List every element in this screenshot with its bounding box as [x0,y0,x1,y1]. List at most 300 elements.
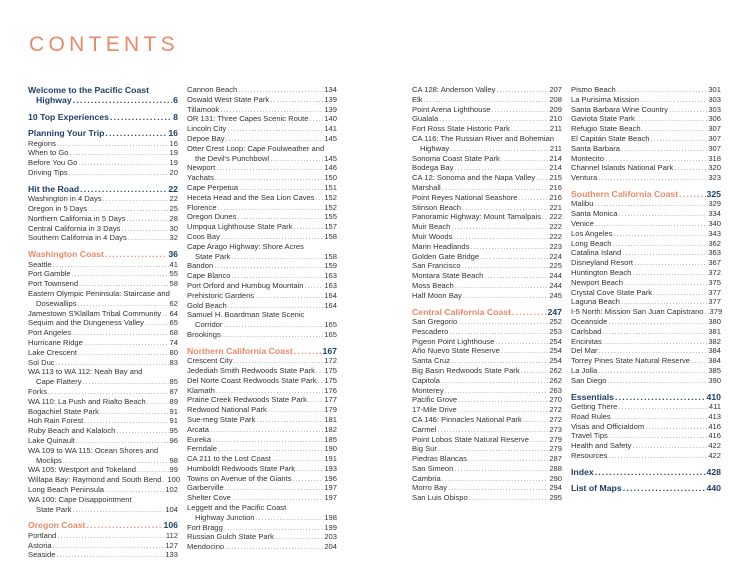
toc-entry-label: Prehistoric Gardens [187,290,255,300]
toc-entry[interactable] [412,212,562,222]
dot-leader [79,279,168,289]
toc-entry-label: Gold Beach [187,300,227,310]
toc-entry[interactable] [28,495,178,515]
toc-entry[interactable] [412,425,562,435]
toc-entry-label: CA 116: The Russian River and Bohemian [412,133,554,143]
toc-entry[interactable] [412,337,562,347]
toc-entry[interactable] [187,114,337,124]
toc-entry[interactable] [187,493,337,503]
toc-entry[interactable] [28,446,178,466]
toc-entry[interactable] [571,248,721,258]
toc-entry[interactable] [412,317,562,327]
toc-entry[interactable] [571,317,721,327]
toc-entry-label: Cape Flattery [36,377,82,387]
toc-entry-label: Golden Gate Bridge [412,251,480,261]
toc-entry[interactable] [571,173,721,183]
dot-leader [642,124,708,134]
toc-entry[interactable] [187,134,337,144]
toc-page-number: 175 [324,365,337,375]
toc-entry[interactable] [187,144,337,164]
toc-entry[interactable] [412,252,562,262]
toc-entry[interactable] [571,199,721,209]
toc-entry[interactable] [28,348,178,358]
toc-entry[interactable] [28,309,178,319]
toc-entry[interactable] [28,338,178,348]
toc-entry[interactable] [28,465,178,475]
toc-entry[interactable] [412,281,562,291]
toc-entry-label: Highway [420,143,450,153]
toc-entry[interactable] [187,163,337,173]
toc-entry[interactable] [571,402,721,412]
toc-region-heading[interactable] [28,520,178,530]
toc-entry[interactable] [187,212,337,222]
toc-entry-label: Northern California in 5 Days [28,213,126,223]
toc-entry[interactable] [187,532,337,542]
toc-entry[interactable] [412,154,562,164]
toc-entry-label: WA 109 to WA 115: Ocean Shores and [28,445,159,455]
toc-entry[interactable] [412,346,562,356]
toc-entry-label: Piedras Blancas [412,454,467,464]
toc-entry-label: Sequim and the Dungeness Valley [28,318,144,328]
toc-entry[interactable] [187,271,337,281]
toc-entry-label: Long Beach [571,238,612,248]
toc-entry[interactable] [571,412,721,422]
toc-entry[interactable] [28,367,178,387]
toc-entry[interactable] [571,278,721,288]
toc-entry[interactable] [412,173,562,183]
toc-entry[interactable] [571,376,721,386]
dot-leader [617,85,708,95]
dot-leader [84,416,168,426]
dot-leader [705,307,709,317]
toc-entry[interactable] [28,475,181,485]
toc-entry[interactable] [28,260,178,270]
toc-page-number: 6 [173,95,178,106]
dot-leader [216,163,323,173]
toc-entry[interactable] [412,242,562,252]
toc-entry[interactable] [28,485,178,495]
toc-entry[interactable] [187,330,337,340]
toc-entry[interactable] [28,426,178,436]
toc-page-number: 133 [165,550,178,560]
toc-entry[interactable] [412,356,562,366]
toc-entry[interactable] [187,291,337,301]
dot-leader [270,154,323,164]
toc-page-number: 198 [324,512,337,522]
toc-entry-label: WA 110: La Push and Rialto Beach [28,396,146,406]
dot-leader [669,105,707,115]
toc-entry[interactable] [28,328,178,338]
toc-entry-label: CA 211 to the Lost Coast [187,454,271,464]
toc-entry[interactable] [187,193,337,203]
toc-entry[interactable] [412,134,562,154]
dot-leader [536,173,548,183]
toc-section-heading[interactable] [571,467,721,477]
toc-entry[interactable] [187,310,337,330]
toc-page-number: 190 [324,444,337,454]
toc-entry-label: Long Beach Peninsula [28,484,104,494]
toc-entry[interactable] [571,451,721,461]
toc-page-number: 306 [708,114,721,124]
toc-entry[interactable] [187,85,337,95]
dot-leader [224,523,323,533]
toc-page-number: 416 [708,421,721,431]
toc-entry[interactable] [571,366,721,376]
toc-entry-label: Bodega Bay [412,163,454,173]
toc-entry[interactable] [571,327,721,337]
toc-entry[interactable] [412,271,562,281]
toc-entry[interactable] [28,416,178,426]
toc-section-heading[interactable] [571,392,721,402]
toc-entry[interactable] [187,523,337,533]
toc-entry[interactable] [187,281,337,291]
toc-entry[interactable] [571,431,721,441]
toc-page-number: 32 [169,233,178,243]
toc-entry-label: Oregon Coast [28,520,86,531]
toc-entry[interactable] [412,474,562,484]
dot-leader [495,337,548,347]
toc-entry-label: Dosewallips [36,298,77,308]
toc-entry-label: Marin Headlands [412,241,470,251]
toc-entry[interactable] [28,289,178,309]
toc-page-number: 165 [324,320,337,330]
toc-entry-label: Capitola [412,375,440,385]
toc-entry-label: Russian Gulch State Park [187,532,274,542]
toc-page-number: 253 [549,326,562,336]
toc-entry[interactable] [187,444,337,454]
dot-leader [470,242,548,252]
dot-leader [618,402,708,412]
toc-entry[interactable] [28,397,178,407]
dot-leader [238,85,323,95]
dot-leader [80,184,167,194]
toc-entry[interactable] [412,435,562,445]
toc-entry[interactable] [187,183,337,193]
toc-entry[interactable] [571,163,721,173]
toc-entry-label: Monterey [412,385,444,395]
toc-entry[interactable] [571,219,721,229]
toc-entry[interactable] [187,366,337,376]
toc-entry[interactable] [571,85,721,95]
toc-entry[interactable] [412,203,562,213]
toc-entry[interactable] [187,503,337,523]
toc-entry[interactable] [412,95,562,105]
toc-entry-label: Catalina Island [571,248,622,258]
toc-page-number: 22 [168,183,178,194]
toc-column [187,85,337,552]
toc-entry[interactable] [412,405,562,415]
toc-entry-label: San Francisco [412,261,461,271]
dot-leader [57,139,169,149]
toc-region-heading[interactable] [28,249,178,259]
dot-leader [268,405,324,415]
toc-entry[interactable] [187,242,337,262]
toc-page-number: 158 [324,251,337,261]
dot-leader [78,299,169,309]
toc-page-number: 318 [708,153,721,163]
toc-page-number: 367 [708,258,721,268]
toc-entry[interactable] [187,435,337,445]
toc-entry[interactable] [412,415,562,425]
toc-entry[interactable] [187,232,337,242]
dot-leader [458,317,548,327]
dot-leader [632,268,707,278]
toc-page-number: 20 [169,168,178,178]
toc-entry-label: Yachats [187,173,214,183]
toc-entry-label: List of Maps [571,483,622,494]
toc-region-heading[interactable] [412,307,562,317]
toc-entry[interactable] [412,444,562,454]
toc-entry-label: Crystal Cove State Park [571,287,653,297]
toc-section-heading[interactable] [28,184,178,194]
toc-entry[interactable] [412,105,562,115]
toc-entry[interactable] [571,229,721,239]
toc-entry-label: CA 128: Anderson Valley [412,85,496,94]
toc-entry[interactable] [412,183,562,193]
dot-leader [608,317,707,327]
toc-section-heading[interactable] [28,85,178,106]
toc-entry[interactable] [571,239,721,249]
toc-page-number: 207 [549,85,562,94]
toc-section-heading[interactable] [28,128,178,138]
toc-entry-label: Muir Beach [412,222,451,232]
toc-entry[interactable] [28,318,178,328]
toc-page-number: 411 [708,401,721,411]
toc-page-number: 55 [169,269,178,279]
dot-leader [231,271,323,281]
toc-entry[interactable] [412,493,562,503]
toc-entry-label: Before You Go [28,158,78,168]
toc-entry-label: Venice [571,218,594,228]
dot-leader [640,95,707,105]
toc-page-number: 36 [168,249,178,260]
toc-entry[interactable] [571,356,721,366]
toc-entry[interactable] [187,483,337,493]
dot-leader [496,85,548,95]
toc-entry[interactable] [412,124,562,134]
toc-entry[interactable] [28,224,178,234]
dot-leader [439,114,548,124]
toc-entry[interactable] [187,124,337,134]
toc-entry-label: Seaside [28,550,56,560]
toc-entry[interactable] [28,387,178,397]
toc-entry[interactable] [571,209,721,219]
toc-entry[interactable] [412,395,562,405]
toc-entry[interactable] [28,204,178,214]
toc-entry[interactable] [187,173,337,183]
toc-page-number: 87 [169,386,178,396]
toc-entry[interactable] [571,124,721,134]
toc-entry[interactable] [412,291,562,301]
toc-entry-label: Montecito [571,153,604,163]
dot-leader [84,338,169,348]
toc-entry-label: Pescadero [412,326,449,336]
toc-entry-label: Shelter Cove [187,493,231,503]
toc-page-number: 179 [324,405,337,415]
toc-entry-label: Leggett and the Pacific Coast [187,503,287,513]
dot-leader [275,532,323,542]
toc-entry[interactable] [571,268,721,278]
toc-entry[interactable] [187,356,337,366]
toc-entry[interactable] [571,337,721,347]
toc-entry[interactable] [412,483,562,493]
toc-entry-label: Port Townsend [28,279,79,289]
toc-entry[interactable] [412,222,562,232]
toc-page-number: 245 [549,290,562,300]
toc-region-heading[interactable] [571,189,721,199]
toc-entry-label: Jamestown S'Klallam Tribal Community [28,308,162,318]
toc-entry[interactable] [412,454,562,464]
toc-entry[interactable] [187,395,337,405]
toc-entry-label: Montara State Beach [412,271,484,281]
toc-page-number: 413 [708,411,721,421]
toc-page-number: 380 [708,316,721,326]
toc-entry-label: Lake Quinault [28,435,75,445]
toc-entry[interactable] [28,407,178,417]
toc-entry[interactable] [187,405,337,415]
toc-region-heading[interactable] [187,346,337,356]
toc-entry[interactable] [571,114,721,124]
toc-entry[interactable] [187,376,337,386]
toc-entry-label: Southern California in 4 Days [28,233,127,243]
dot-leader [595,219,708,229]
toc-entry-label: Brookings [187,329,221,339]
toc-page-number: 25 [169,204,178,214]
dot-leader [270,95,323,105]
toc-section-heading[interactable] [28,112,178,122]
dot-leader [462,203,548,213]
toc-entry[interactable] [571,422,721,432]
dot-leader [530,435,548,445]
toc-entry[interactable] [571,144,721,154]
toc-entry[interactable] [412,114,562,124]
toc-entry-label: Visas and Officialdom [571,421,645,431]
dot-leader [216,386,323,396]
toc-entry[interactable] [571,297,721,307]
toc-entry[interactable] [187,542,337,552]
dot-leader [105,249,167,259]
toc-entry[interactable] [28,158,178,168]
toc-page-number: 65 [169,318,178,328]
toc-page-number: 85 [169,377,178,387]
toc-page-number: 279 [549,434,562,444]
dot-leader [78,348,169,358]
toc-entry[interactable] [28,139,178,149]
toc-entry[interactable] [412,464,562,474]
dot-leader [458,395,548,405]
dot-leader [480,252,548,262]
page-title: CONTENTS [29,33,179,56]
toc-entry[interactable] [412,366,562,376]
toc-page-number: 146 [324,163,337,173]
toc-entry[interactable] [571,307,721,317]
dot-leader [463,291,549,301]
toc-entry[interactable] [571,105,721,115]
toc-page-number: 102 [165,484,178,494]
dot-leader [225,483,324,493]
dot-leader [231,252,323,262]
toc-entry-label: La Purisima Mission [571,94,639,104]
toc-entry[interactable] [187,105,337,115]
toc-entry[interactable] [28,279,178,289]
toc-entry[interactable] [187,454,337,464]
toc-entry[interactable] [412,386,562,396]
toc-entry[interactable] [28,233,178,243]
toc-entry-label: Garberville [187,483,224,493]
toc-entry[interactable] [187,203,337,213]
toc-page-number: 58 [169,279,178,289]
toc-entry[interactable] [187,222,337,232]
toc-entry[interactable] [28,269,178,279]
toc-entry[interactable] [412,376,562,386]
dot-leader [294,222,324,232]
toc-page-number: 254 [549,336,562,346]
toc-page-number: 203 [324,532,337,542]
toc-page-number: 325 [706,188,721,199]
toc-entry-label: Ventura [571,173,598,183]
toc-entry[interactable] [571,441,721,451]
toc-entry[interactable] [412,163,562,173]
toc-section-heading[interactable] [571,483,721,493]
toc-entry[interactable] [412,232,562,242]
toc-entry[interactable] [28,214,178,224]
toc-page-number: 8 [173,111,178,122]
toc-page-number: 377 [708,297,721,307]
toc-entry[interactable] [187,415,337,425]
toc-entry[interactable] [412,261,562,271]
toc-entry[interactable] [571,288,721,298]
toc-entry[interactable] [187,95,337,105]
toc-entry[interactable] [28,550,178,560]
dot-leader [225,542,323,552]
toc-entry[interactable] [187,425,337,435]
dot-leader [632,441,707,451]
toc-entry[interactable] [412,193,562,203]
toc-entry-label: Morro Bay [412,483,448,493]
toc-entry[interactable] [187,464,337,474]
dot-leader [214,261,323,271]
toc-entry[interactable] [571,346,721,356]
toc-entry-label: CA 12: Sonoma and the Napa Valley [412,173,536,183]
toc-entry[interactable] [28,436,178,446]
toc-entry[interactable] [571,258,721,268]
toc-entry[interactable] [28,148,178,158]
toc-entry[interactable] [187,261,337,271]
toc-entry[interactable] [571,134,721,144]
toc-entry[interactable] [28,541,178,551]
toc-entry[interactable] [28,168,178,178]
toc-entry[interactable] [412,327,562,337]
toc-entry[interactable] [28,358,178,368]
toc-entry[interactable] [571,95,721,105]
dot-leader [679,189,705,199]
toc-entry[interactable] [28,531,178,541]
dot-leader [424,95,549,105]
toc-entry[interactable] [412,85,562,95]
dot-leader [223,320,323,330]
toc-page-number: 167 [322,345,337,356]
toc-entry[interactable] [187,386,337,396]
toc-page-number: 214 [549,153,562,163]
toc-entry[interactable] [187,474,337,484]
toc-page-number: 163 [324,280,337,290]
toc-entry[interactable] [187,301,337,311]
toc-entry[interactable] [571,154,721,164]
toc-entry[interactable] [28,194,178,204]
toc-entry-label: San Diego [571,375,607,385]
toc-page-number: 270 [549,395,562,405]
dot-leader [162,475,166,485]
